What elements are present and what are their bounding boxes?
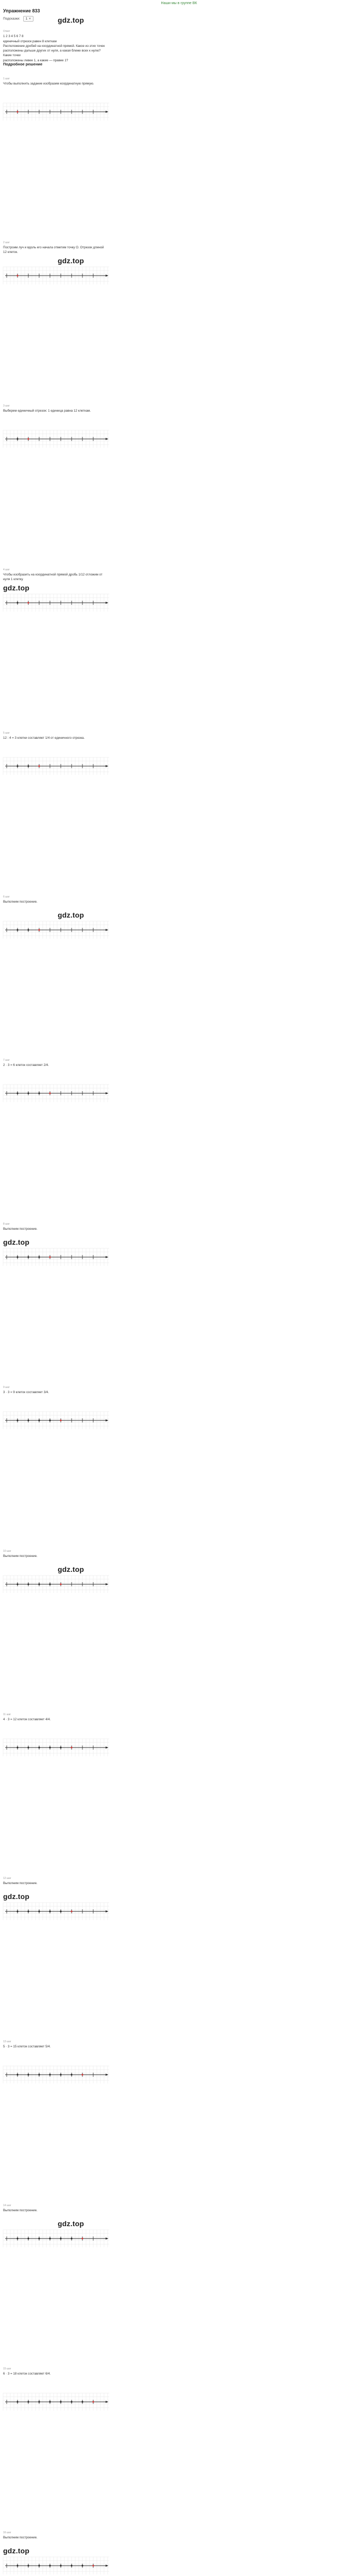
point-marker [71, 1910, 72, 1912]
point-marker [27, 2074, 29, 2075]
point-marker [16, 2074, 18, 2075]
number-line [3, 1739, 109, 1756]
number-line-svg [3, 1739, 109, 1756]
step-label: 4 шаг [3, 568, 10, 571]
point-marker [49, 2074, 50, 2075]
point-marker [81, 2238, 83, 2239]
number-line-svg [3, 2557, 109, 2574]
step-text: Выполним построение. [3, 2208, 38, 2212]
watermark: gdz.top [58, 910, 84, 919]
point-marker [27, 1747, 29, 1748]
point-marker [71, 2401, 72, 2402]
point-marker [38, 1419, 40, 1421]
step-block [3, 2204, 106, 2213]
point-marker [71, 2238, 72, 2239]
step-label: 6 шаг [3, 895, 10, 899]
intro-line4: расположены дальше других от нуля, а какая ближе всех к нулю? Какие точки [3, 49, 101, 58]
number-line-svg [3, 921, 109, 939]
step-label: 16 шаг [3, 2531, 11, 2534]
point-marker [27, 2238, 29, 2239]
step-block [3, 1877, 106, 1886]
intro-block [3, 30, 106, 63]
point-marker [38, 1092, 40, 1094]
point-marker [38, 1910, 40, 1912]
watermark: gdz.top [58, 16, 84, 24]
point-marker [38, 1583, 40, 1585]
step-block [3, 1550, 106, 1559]
step-text: Выполним построение. [3, 1881, 38, 1885]
point-marker [60, 2074, 61, 2075]
point-marker [16, 2401, 18, 2402]
watermark: gdz.top [58, 1565, 84, 1573]
point-marker [49, 2238, 50, 2239]
watermark: gdz.top [58, 256, 84, 265]
point-marker [60, 1747, 61, 1748]
watermark: gdz.top [58, 2219, 84, 2228]
point-marker [38, 2074, 40, 2075]
step-text: Выполним построение. [3, 900, 38, 904]
number-line [3, 921, 109, 939]
number-line-svg [3, 1084, 109, 1102]
number-line [3, 2066, 109, 2083]
number-line-svg [3, 1248, 109, 1266]
point-marker [27, 929, 29, 930]
step-block [3, 241, 106, 255]
step-block [3, 1713, 106, 1722]
step-block [3, 2367, 106, 2377]
step-block [3, 77, 106, 87]
step-label: 5 шаг [3, 732, 10, 735]
step-label: 15 шаг [3, 2367, 11, 2370]
point-marker [38, 1256, 40, 1258]
step-label: 8 шаг [3, 1222, 10, 1226]
point-marker [92, 2565, 94, 2566]
point-marker [27, 1583, 29, 1585]
point-marker [60, 1583, 61, 1585]
point-marker [16, 1910, 18, 1912]
point-marker [16, 1256, 18, 1258]
intro-line2: единичный отрезок равен 8 клеткам [3, 39, 57, 43]
number-line [3, 1903, 109, 1920]
number-line [3, 430, 109, 448]
point-marker [60, 1910, 61, 1912]
point-marker [60, 1419, 61, 1421]
intro-label: Ответ [3, 30, 10, 33]
watermark: gdz.top [3, 2546, 30, 2555]
watermark: gdz.top [3, 1238, 30, 1246]
number-line [3, 594, 109, 612]
step-block [3, 1059, 106, 1068]
step-text: 6 · 3 = 18 клеток составляет 6/4. [3, 2372, 51, 2376]
number-line [3, 2557, 109, 2574]
point-marker [27, 438, 29, 439]
step-block [3, 1386, 106, 1395]
step-text: Выполним построение. [3, 1554, 38, 1558]
step-label: 11 шаг [3, 1713, 11, 1716]
step-text: Выполним построение. [3, 2535, 38, 2539]
point-marker [49, 2401, 50, 2402]
step-label: 9 шаг [3, 1386, 10, 1389]
step-block [3, 895, 106, 905]
point-marker [92, 2401, 94, 2402]
number-line-svg [3, 2066, 109, 2083]
step-text: Чтобы изобразить на координатной прямой дробь 1/12 отложим от нуля 1 клетку. [3, 572, 103, 582]
number-line-svg [3, 1412, 109, 1429]
number-line-svg [3, 430, 109, 448]
step-text: 4 · 3 = 12 клеток составляет 4/4. [3, 1718, 51, 1722]
point-marker [27, 1092, 29, 1094]
point-marker [16, 602, 18, 603]
point-marker [49, 1910, 50, 1912]
point-marker [16, 929, 18, 930]
point-marker [16, 1419, 18, 1421]
point-marker [49, 1419, 50, 1421]
number-line [3, 2393, 109, 2411]
step-text: Чтобы выполнить задание изобразим координатную прямую. [3, 82, 94, 86]
point-marker [60, 2238, 61, 2239]
number-line-svg [3, 267, 109, 284]
step-text: Выберем единичный отрезок: 1 единица равна 12 клеткам. [3, 409, 91, 413]
point-marker [38, 2238, 40, 2239]
step-label: 3 шаг [3, 404, 10, 408]
point-marker [16, 438, 18, 439]
point-marker [27, 1256, 29, 1258]
point-marker [71, 1747, 72, 1748]
step-label: 7 шаг [3, 1059, 10, 1062]
number-line [3, 1575, 109, 1593]
number-line-svg [3, 1575, 109, 1593]
number-line [3, 2230, 109, 2247]
hint-label: Подсказки: [3, 17, 20, 21]
step-text: 3 · 3 = 9 клеток составляет 3/4. [3, 1391, 49, 1395]
number-line [3, 267, 109, 284]
number-line-svg [3, 2393, 109, 2411]
point-marker [49, 1092, 50, 1094]
chevron-down-icon: ▾ [29, 17, 31, 21]
number-line-svg [3, 594, 109, 612]
point-marker [60, 2401, 61, 2402]
point-marker [27, 2565, 29, 2566]
point-marker [60, 2565, 61, 2566]
intro-line3: Расположение дробей на координатной прямой. Какое из этих точек [3, 44, 105, 48]
top-group-link[interactable]: Наши мы в группе ВК [161, 2, 197, 5]
hint-options [3, 16, 33, 22]
point-marker [16, 275, 18, 276]
point-marker [16, 1747, 18, 1748]
step-label: 10 шаг [3, 1549, 11, 1553]
page-title: Упражнение 833 [3, 8, 40, 13]
point-marker [71, 2565, 72, 2566]
step-label: 12 шаг [3, 1876, 11, 1880]
step-block [3, 2531, 106, 2540]
step-label: 14 шаг [3, 2204, 11, 2207]
point-marker [49, 1583, 50, 1585]
step-block [3, 568, 106, 582]
point-marker [38, 765, 40, 767]
number-line [3, 1084, 109, 1102]
point-marker [81, 2074, 83, 2075]
step-block [3, 2040, 106, 2049]
step-text: 2 · 3 = 6 клеток составляет 2/4. [3, 1063, 49, 1067]
point-marker [81, 2401, 83, 2402]
watermark: gdz.top [3, 1892, 30, 1901]
step-block [3, 1223, 106, 1232]
point-marker [27, 1419, 29, 1421]
point-marker [27, 1910, 29, 1912]
step-block [3, 732, 106, 741]
point-marker [38, 2401, 40, 2402]
step-label: 2 шаг [3, 241, 10, 244]
step-label: 1 шаг [3, 77, 10, 80]
point-marker [27, 602, 29, 603]
point-marker [16, 2565, 18, 2566]
step-text: Построим луч и вдоль его начала отметим точку O. Отрезок длиной 12 клеток. [3, 245, 104, 255]
number-line-svg [3, 1903, 109, 1920]
intro-line5: расположены левее 1, а какие — правее 1? [3, 58, 69, 62]
solution-heading: Подробное решение [3, 62, 43, 66]
point-marker [38, 929, 40, 930]
point-marker [81, 2565, 83, 2566]
point-marker [16, 765, 18, 767]
step-text: Выполним построение. [3, 1227, 38, 1231]
number-line [3, 1412, 109, 1429]
point-marker [16, 1583, 18, 1585]
step-text: 12 : 4 = 3 клетки составляет 1/4 от единичного отрезка. [3, 736, 85, 740]
point-marker [27, 765, 29, 767]
hint-select[interactable]: 1 ▾ [23, 16, 33, 22]
point-marker [38, 2565, 40, 2566]
point-marker [16, 111, 18, 112]
step-text: 5 · 3 = 15 клеток составляет 5/4. [3, 2045, 51, 2049]
point-marker [71, 2074, 72, 2075]
intro-line1: 1 2 3 4 5 6 7 8 [3, 35, 24, 39]
number-line [3, 757, 109, 775]
point-marker [49, 1256, 50, 1258]
number-line [3, 1248, 109, 1266]
number-line-svg [3, 103, 109, 121]
watermark: gdz.top [3, 583, 30, 592]
step-block [3, 404, 106, 414]
point-marker [49, 2565, 50, 2566]
step-label: 13 шаг [3, 2040, 11, 2043]
number-line [3, 103, 109, 121]
point-marker [16, 1092, 18, 1094]
number-line-svg [3, 2230, 109, 2247]
number-line-svg [3, 757, 109, 775]
point-marker [27, 2401, 29, 2402]
point-marker [38, 1747, 40, 1748]
point-marker [16, 2238, 18, 2239]
point-marker [49, 1747, 50, 1748]
